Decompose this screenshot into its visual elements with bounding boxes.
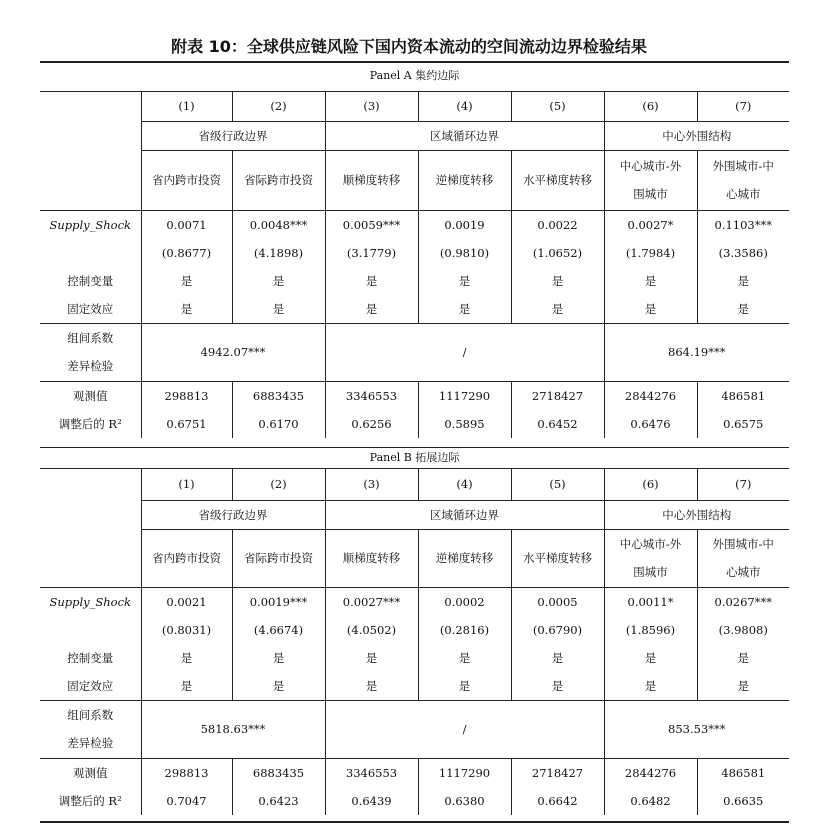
r2-cell: 0.6751 xyxy=(141,410,232,438)
obs-cell: 1117290 xyxy=(418,381,511,410)
group-header: 区域循环边界 xyxy=(325,500,604,529)
diff-cell: 864.19*** xyxy=(604,323,789,381)
panel-b-label: Panel B 拓展边际 xyxy=(369,451,460,464)
subheader xyxy=(697,150,789,210)
diff-cell: 853.53*** xyxy=(604,700,789,758)
coef-cell: 0.0005 xyxy=(511,587,604,616)
panel-separator-rule xyxy=(40,447,789,448)
controls-row xyxy=(40,267,789,295)
table-title: 附表 10：全球供应链风险下国内资本流动的空间流动边界检验结果 xyxy=(171,37,647,56)
subheader-line: 心城市 xyxy=(726,565,761,579)
r2-cell: 0.6575 xyxy=(723,416,764,431)
obs-cell: 2718427 xyxy=(511,381,604,410)
col-number: (6) xyxy=(604,92,697,121)
fixed-effects-row xyxy=(40,672,789,701)
col-number: (1) xyxy=(141,469,232,500)
controls-row xyxy=(40,644,789,672)
row-label-line: 差异检验 xyxy=(67,359,114,373)
r2-row xyxy=(40,787,789,815)
yes-cell: 是 xyxy=(511,672,604,701)
yes-cell: 是 xyxy=(418,267,511,295)
r2-cell: 0.5895 xyxy=(418,410,511,438)
tstat-cell: (0.2816) xyxy=(418,616,511,644)
obs-cell: 298813 xyxy=(141,758,232,787)
tstat-cell: (3.3586) xyxy=(718,245,768,260)
row-label: 固定效应 xyxy=(40,672,141,701)
row-label: 控制变量 xyxy=(40,267,141,295)
subheader-line: 中心城市-外 xyxy=(619,159,682,173)
coef-cell: 0.0011* xyxy=(604,587,697,616)
yes-cell: 是 xyxy=(232,267,325,295)
subheader: 省际跨市投资 xyxy=(232,150,325,210)
col-number: (3) xyxy=(325,92,418,121)
coef-cell: 0.0022 xyxy=(511,210,604,239)
subheader xyxy=(604,150,697,210)
yes-cell: 是 xyxy=(418,644,511,672)
row-label: Supply_Shock xyxy=(40,587,141,616)
coef-cell: 0.0021 xyxy=(141,587,232,616)
r2-cell: 0.6642 xyxy=(511,787,604,815)
coef-cell: 0.0019 xyxy=(418,210,511,239)
coef-cell: 0.0267*** xyxy=(697,587,789,616)
yes-cell: 是 xyxy=(418,672,511,701)
observations-row xyxy=(40,758,789,787)
subheader: 省际跨市投资 xyxy=(232,529,325,587)
column-number-row xyxy=(40,92,789,121)
diff-cell: / xyxy=(325,323,604,381)
subheader: 省内跨市投资 xyxy=(141,529,232,587)
yes-cell: 是 xyxy=(141,672,232,701)
yes-cell: 是 xyxy=(737,678,749,693)
group-header: 中心外围结构 xyxy=(604,121,789,150)
subheader: 逆梯度转移 xyxy=(418,529,511,587)
tstat-cell: (4.6674) xyxy=(232,616,325,644)
r2-cell: 0.6170 xyxy=(232,410,325,438)
col-number: (2) xyxy=(232,469,325,500)
panel-a-label: Panel A 集约边际 xyxy=(369,69,460,82)
row-label: 观测值 xyxy=(40,758,141,787)
obs-cell: 3346553 xyxy=(325,381,418,410)
supply-shock-row xyxy=(40,210,789,239)
r2-cell: 0.6423 xyxy=(232,787,325,815)
subheader: 水平梯度转移 xyxy=(511,529,604,587)
r2-cell: 0.6476 xyxy=(604,410,697,438)
obs-cell: 6883435 xyxy=(232,758,325,787)
obs-cell: 6883435 xyxy=(232,381,325,410)
yes-cell: 是 xyxy=(232,672,325,701)
yes-cell: 是 xyxy=(604,644,697,672)
yes-cell: 是 xyxy=(141,644,232,672)
yes-cell: 是 xyxy=(325,295,418,324)
obs-cell: 486581 xyxy=(697,381,789,410)
group-header: 省级行政边界 xyxy=(141,500,325,529)
yes-cell: 是 xyxy=(737,650,749,665)
subheader-line: 围城市 xyxy=(633,565,668,579)
tstat-row xyxy=(40,616,789,644)
row-label-line: 组间系数 xyxy=(67,331,114,345)
subheader: 水平梯度转移 xyxy=(511,150,604,210)
row-label: 调整后的 R² xyxy=(40,787,141,815)
r2-cell: 0.6452 xyxy=(511,410,604,438)
col-number: (6) xyxy=(604,469,697,500)
col-number: (5) xyxy=(511,469,604,500)
obs-cell: 2844276 xyxy=(604,381,697,410)
row-label: 固定效应 xyxy=(40,295,141,324)
subheader-line: 心城市 xyxy=(726,187,761,201)
row-label-line: 差异检验 xyxy=(67,736,114,750)
tstat-cell: (1.7984) xyxy=(604,239,697,267)
obs-cell: 2844276 xyxy=(604,758,697,787)
col-number: (3) xyxy=(325,469,418,500)
yes-cell: 是 xyxy=(232,295,325,324)
r2-cell: 0.6256 xyxy=(325,410,418,438)
yes-cell: 是 xyxy=(325,267,418,295)
group-diff-row xyxy=(40,700,789,758)
obs-cell: 1117290 xyxy=(418,758,511,787)
r2-cell: 0.7047 xyxy=(141,787,232,815)
col-number: (1) xyxy=(141,92,232,121)
tstat-cell: (4.0502) xyxy=(325,616,418,644)
col-number: (7) xyxy=(735,477,752,492)
col-number: (5) xyxy=(511,92,604,121)
yes-cell: 是 xyxy=(325,672,418,701)
obs-cell: 3346553 xyxy=(325,758,418,787)
yes-cell: 是 xyxy=(737,273,749,288)
r2-cell: 0.6439 xyxy=(325,787,418,815)
r2-cell: 0.6635 xyxy=(723,793,764,808)
group-diff-row xyxy=(40,323,789,381)
subheader: 顺梯度转移 xyxy=(325,150,418,210)
coef-cell: 0.0059*** xyxy=(325,210,418,239)
r2-row xyxy=(40,410,789,438)
col-number: (2) xyxy=(232,92,325,121)
group-header: 区域循环边界 xyxy=(325,121,604,150)
tstat-cell: (0.6790) xyxy=(511,616,604,644)
subheader-line: 外围城市-中 xyxy=(712,537,774,551)
yes-cell: 是 xyxy=(325,644,418,672)
yes-cell: 是 xyxy=(141,267,232,295)
bottom-rule xyxy=(40,821,789,823)
col-number: (4) xyxy=(418,469,511,500)
tstat-cell: (4.1898) xyxy=(232,239,325,267)
column-number-row xyxy=(40,469,789,500)
top-rule xyxy=(40,61,789,63)
yes-cell: 是 xyxy=(511,295,604,324)
obs-cell: 298813 xyxy=(141,381,232,410)
tstat-cell: (0.9810) xyxy=(418,239,511,267)
tstat-row xyxy=(40,239,789,267)
diff-cell: / xyxy=(325,700,604,758)
yes-cell: 是 xyxy=(418,295,511,324)
subheader-row xyxy=(40,150,789,210)
subheader xyxy=(697,529,789,587)
row-label xyxy=(40,700,141,758)
row-label: 调整后的 R² xyxy=(40,410,141,438)
coef-cell: 0.1103*** xyxy=(697,210,789,239)
tstat-cell: (0.8031) xyxy=(141,616,232,644)
tstat-cell: (3.1779) xyxy=(325,239,418,267)
tstat-cell: (3.9808) xyxy=(718,622,768,637)
yes-cell: 是 xyxy=(604,267,697,295)
group-header: 省级行政边界 xyxy=(141,121,325,150)
row-label xyxy=(40,323,141,381)
coef-cell: 0.0027*** xyxy=(325,587,418,616)
tstat-cell: (0.8677) xyxy=(141,239,232,267)
yes-cell: 是 xyxy=(604,672,697,701)
coef-cell: 0.0002 xyxy=(418,587,511,616)
row-label-line: 组间系数 xyxy=(67,708,114,722)
subheader-row xyxy=(40,529,789,587)
subheader: 逆梯度转移 xyxy=(418,150,511,210)
yes-cell: 是 xyxy=(737,301,749,316)
yes-cell: 是 xyxy=(511,267,604,295)
panel-b-table xyxy=(40,469,789,815)
coef-cell: 0.0019*** xyxy=(232,587,325,616)
group-header: 中心外围结构 xyxy=(604,500,789,529)
yes-cell: 是 xyxy=(511,644,604,672)
tstat-cell: (1.8596) xyxy=(604,616,697,644)
subheader: 顺梯度转移 xyxy=(325,529,418,587)
supply-shock-row xyxy=(40,587,789,616)
observations-row xyxy=(40,381,789,410)
r2-cell: 0.6380 xyxy=(418,787,511,815)
yes-cell: 是 xyxy=(141,295,232,324)
panel-a-table xyxy=(40,92,789,438)
coef-cell: 0.0071 xyxy=(141,210,232,239)
tstat-cell: (1.0652) xyxy=(511,239,604,267)
obs-cell: 486581 xyxy=(697,758,789,787)
yes-cell: 是 xyxy=(604,295,697,324)
coef-cell: 0.0027* xyxy=(604,210,697,239)
subheader-line: 外围城市-中 xyxy=(712,159,774,173)
subheader-line: 围城市 xyxy=(633,187,668,201)
subheader-line: 中心城市-外 xyxy=(619,537,682,551)
fixed-effects-row xyxy=(40,295,789,324)
obs-cell: 2718427 xyxy=(511,758,604,787)
diff-cell: 4942.07*** xyxy=(141,323,325,381)
col-number: (4) xyxy=(418,92,511,121)
r2-cell: 0.6482 xyxy=(604,787,697,815)
row-label: 观测值 xyxy=(40,381,141,410)
diff-cell: 5818.63*** xyxy=(141,700,325,758)
group-header-row xyxy=(40,500,789,529)
row-label: Supply_Shock xyxy=(40,210,141,239)
coef-cell: 0.0048*** xyxy=(232,210,325,239)
yes-cell: 是 xyxy=(232,644,325,672)
subheader xyxy=(604,529,697,587)
col-number: (7) xyxy=(735,99,752,114)
subheader: 省内跨市投资 xyxy=(141,150,232,210)
row-label: 控制变量 xyxy=(40,644,141,672)
group-header-row xyxy=(40,121,789,150)
